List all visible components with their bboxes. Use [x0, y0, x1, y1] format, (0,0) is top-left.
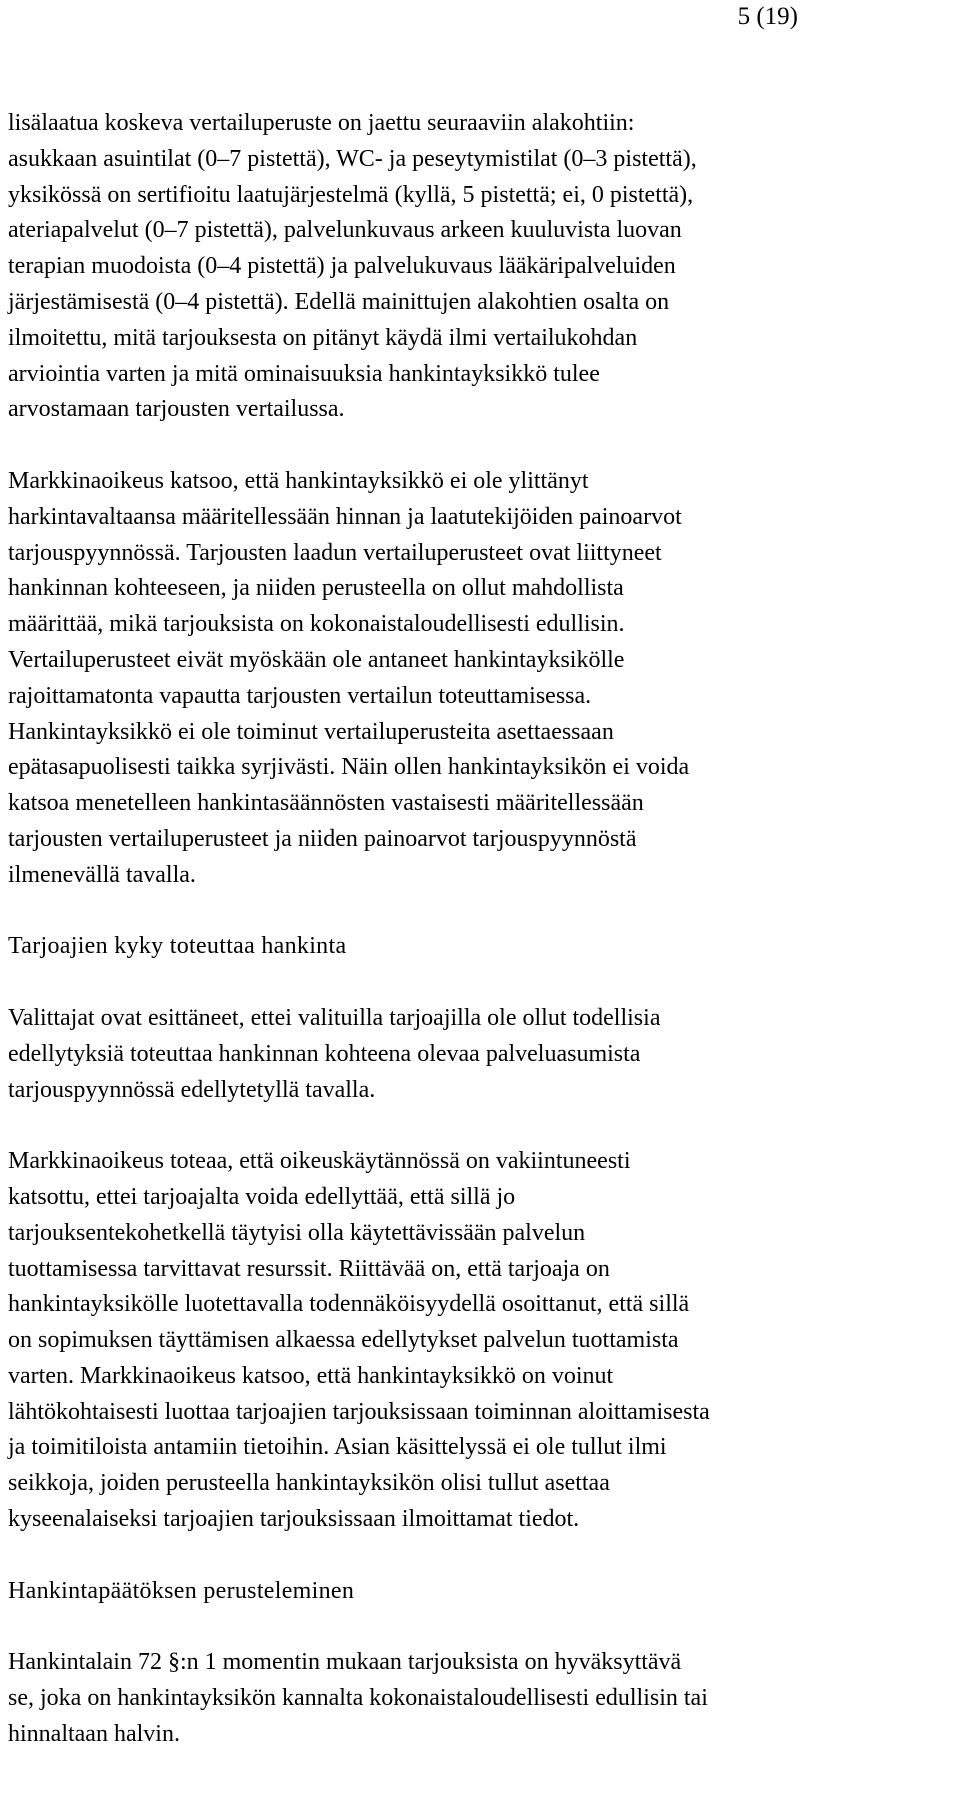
heading-bidder-capability: Tarjoajien kyky toteuttaa hankinta: [8, 933, 347, 960]
document-body: [8, 106, 953, 1753]
heading-decision-justification: Hankintapäätöksen perusteleminen: [8, 1577, 355, 1604]
paragraph-award-criteria: lisälaatua koskeva vertailuperuste on jaettu seuraaviin alakohtiin: asukkaan asuintilat (0–7 pistettä), WC- ja peseytymistilat (0–3 pistettä), yksikössä on sertifioitu laatujärjestelmä (kyllä, 5 pistettä; ei, 0 pistettä), ateriapalvelut (0–7 pistettä), palvelunkuvaus arkeen kuuluvista luovan terapian muodoista (0–4 pistettä) ja palvelukuvaus lääkäripalveluiden järjestämisestä (0–4 pistettä). Edellä mainittujen alakohtien osalta on ilmoitettu, mitä tarjouksesta on pitänyt käydä ilmi vertailukohdan arviointia varten ja mitä ominaisuuksia hankintayksikkö tulee arvostamaan tarjousten vertailussa.: [8, 110, 697, 423]
paragraph-appellants-claim: Valittajat ovat esittäneet, ettei valituilla tarjoajilla ole ollut todellisia edellytyksiä toteuttaa hankinnan kohteena olevaa palveluasumista tarjouspyynnössä edellytetyllä tavalla.: [8, 1004, 661, 1103]
paragraph-market-court-assessment: Markkinaoikeus katsoo, että hankintayksikkö ei ole ylittänyt harkintavaltaansa määritellessään hinnan ja laatutekijöiden painoarvot tarjouspyynnössä. Tarjousten laadun vertailuperusteet ovat liittyneet hankinnan kohteeseen, ja niiden perusteella on ollut mahdollista määrittää, mikä tarjouksista on kokonaistaloudellisesti edullisin. Vertailuperusteet eivät myöskään ole antaneet hankintayksikölle rajoittamatonta vapautta tarjousten vertailun toteuttamisessa. Hankintayksikkö ei ole toiminut vertailuperusteita asettaessaan epätasapuolisesti taikka syrjivästi. Näin ollen hankintayksikön ei voida katsoa menetelleen hankintasäännösten vastaisesti määritellessään tarjousten vertailuperusteet ja niiden painoarvot tarjouspyynnöstä ilmenevällä tavalla.: [8, 467, 690, 888]
paragraph-procurement-law: Hankintalain 72 §:n 1 momentin mukaan tarjouksista on hyväksyttävä se, joka on hankintayksikön kannalta kokonaistaloudellisesti edullisin tai hinnaltaan halvin.: [8, 1649, 708, 1747]
page-number: 5 (19): [737, 3, 798, 30]
paragraph-court-findings: Markkinaoikeus toteaa, että oikeuskäytännössä on vakiintuneesti katsottu, ettei tarjoajalta voida edellyttää, että sillä jo tarjouksentekohetkellä täytyisi olla käytettävissään palvelun tuottamisessa tarvittavat resurssit. Riittävää on, että tarjoaja on hankintayksikölle luotettavalla todennäköisyydellä osoittanut, että sillä on sopimuksen täyttämisen alkaessa edellytykset palvelun tuottamista varten. Markkinaoikeus katsoo, että hankintayksikkö on voinut lähtökohtaisesti luottaa tarjoajien tarjouksissaan toiminnan aloittamisesta ja toimitiloista antamiin tietoihin. Asian käsittelyssä ei ole tullut ilmi seikkoja, joiden perusteella hankintayksikön olisi tullut asettaa kyseenalaiseksi tarjoajien tarjouksissaan ilmoittamat tiedot.: [8, 1148, 710, 1533]
